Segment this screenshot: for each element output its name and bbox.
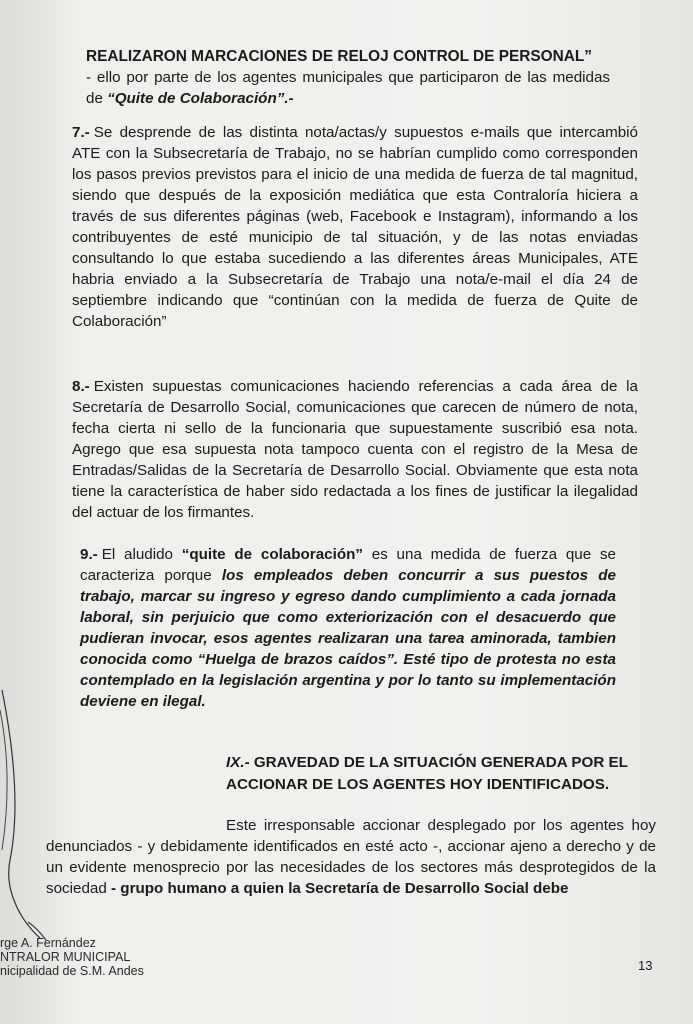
section-heading: IX.- GRAVEDAD DE LA SITUACIÓN GENERADA POR EL ACCIONAR DE LOS AGENTES HOY IDENTIFICADOS. [226, 754, 628, 793]
item-9: 9.- El aludido “quite de colaboración” es una medida de fuerza que se caracteriza porque los empleados deben concurrir a sus puestos de trabajo, marcar su ingreso y egreso dando cumplimiento a cada jornada laboral, sin perjuicio que como exteriorización con el desacuerdo que pudieran invocar, esos agentes realizaran una tarea aminorada, tambien conocida como “Huelga de brazos caídos”. Esté tipo de protesta no esta contemplado en la legislación argentina y por lo tanto su implementación deviene en ilegal. [80, 546, 616, 710]
signature-block [0, 936, 144, 978]
signature-name: rge A. Fernández [0, 936, 96, 950]
item-7-number: 7.- [72, 124, 90, 141]
page-number: 13 [638, 958, 653, 973]
item-8-text: Existen supuestas comunicaciones haciendo referencias a cada área de la Secretaría de Desarrollo Social, comunicaciones que carecen de número de nota, fecha cierta ni sello de la funcionaria que supuestamente suscribió esa nota. Agrego que esa supuesta nota tampoco cuenta con el registro de la Mesa de Entradas/Salidas de la Secretaría de Desarrollo Social. Obviamente que esta nota tiene la característica de haber sido redactada a los fines de justificar la ilegalidad del actuar de los firmantes. [72, 378, 638, 521]
signature-title: NTRALOR MUNICIPAL [0, 950, 131, 964]
closing-paragraph: Este irresponsable accionar desplegado por los agentes hoy denunciados - y debidamente identificados en esté acto -, accionar ajeno a derecho y de un evidente menosprecio por las necesidades de los sectores más desprotegidos de la sociedad - grupo humano a quien la Secretaría de Desarrollo Social debe [46, 817, 656, 897]
item-8 [72, 376, 638, 523]
item-9-number: 9.- [80, 546, 98, 563]
item-9-definition: los empleados deben concurrir a sus puestos de trabajo, marcar su ingreso y egreso dando cumplimiento a cada jornada laboral, sin perjuicio que como exteriorización con el desacuerdo que pudieran invocar, esos agentes realizaran una tarea aminorada, tambien conocida como “Huelga de brazos caídos”. Esté tipo de protesta no esta contemplado en la legislación argentina y por lo tanto su implementación deviene en ilegal. [80, 567, 616, 710]
item-9-quote: “quite de colaboración” [181, 546, 363, 563]
item-8-number: 8.- [72, 378, 90, 395]
item-7-text: Se desprende de las distinta nota/actas/y supuestos e-mails que intercambió ATE con la Subsecretaría de Trabajo, no se habrían cumplido como corresponden los pasos previos previstos para el inicio de una medida de fuerza de tal magnitud, siendo que después de la exposición mediática que esta Contraloría hiciera a través de sus diferentes páginas (web, Facebook e Instagram), informando a los contribuyentes de esté municipio de tal situación, y de las notas enviadas consultando lo que estaba sucediendo a las diferentes áreas Municipales, ATE habria enviado a la Subsecretaría de Trabajo una nota/e-mail el día 24 de septiembre indicando que “continúan con la medida de fuerza de Quite de Colaboración” [72, 124, 638, 330]
intro-text: - ello por parte de los agentes municipales que participaron de las medidas de “Quite de Colaboración”.- [86, 69, 610, 107]
signature-stroke-icon [0, 690, 60, 940]
intro-paragraph [86, 46, 610, 109]
intro-heading-line: REALIZARON MARCACIONES DE RELOJ CONTROL DE PERSONAL” [86, 48, 592, 65]
item-7 [72, 122, 638, 332]
signature-org: nicipalidad de S.M. Andes [0, 964, 144, 978]
